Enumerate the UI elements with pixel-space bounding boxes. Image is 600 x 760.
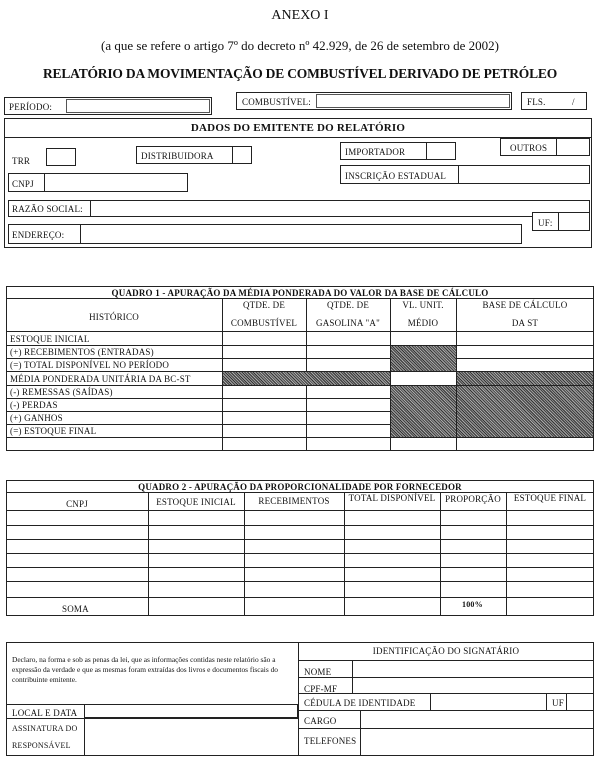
fuel-label: COMBUSTÍVEL: — [242, 97, 311, 107]
endereco-label: ENDEREÇO: — [12, 230, 65, 240]
quadro1-title: QUADRO 1 - APURAÇÃO DA MÉDIA PONDERADA DO VALOR DA BASE DE CÁLCULO — [111, 288, 489, 298]
q2-col-total-disponivel: TOTAL DISPONÍVEL — [348, 493, 436, 503]
nome-field[interactable] — [353, 661, 593, 676]
q1-col-base-calculo: BASE DE CÁLCULO — [482, 300, 568, 310]
quadro2-title: QUADRO 2 - APURAÇÃO DA PROPORCIONALIDADE POR FORNECEDOR — [138, 482, 462, 492]
cargo-field[interactable] — [361, 711, 593, 727]
period-label: PERÍODO: — [9, 102, 53, 112]
fuel-input[interactable] — [316, 94, 510, 108]
q1-col-qtde-combustivel: QTDE. DE — [242, 300, 286, 310]
endereco-field[interactable] — [8, 224, 522, 244]
outros-label: OUTROS — [510, 143, 548, 153]
issuer-section-title: DADOS DO EMITENTE DO RELATÓRIO — [190, 122, 406, 134]
ident-signatario-title: IDENTIFICAÇÃO DO SIGNATÁRIO — [372, 646, 520, 656]
q1-row-recebimentos: (+) RECEBIMENTOS (ENTRADAS) — [10, 347, 154, 357]
q2-col-recebimentos: RECEBIMENTOS — [258, 496, 330, 506]
period-input[interactable] — [66, 99, 210, 113]
page-separator: / — [572, 97, 575, 107]
cedula-label: CÉDULA DE IDENTIDADE — [304, 698, 416, 708]
uf-signatario-label: UF — [552, 698, 564, 708]
assinatura-label: ASSINATURA DO — [12, 724, 78, 733]
local-data-label: LOCAL E DATA — [12, 708, 78, 718]
outros-checkbox[interactable] — [556, 138, 590, 156]
q1-row-total-disponivel: (=) TOTAL DISPONÍVEL NO PERÍODO — [10, 360, 170, 370]
q1-col-vl-unit-2: MÉDIO — [407, 318, 439, 328]
q2-soma-label: SOMA — [62, 604, 89, 614]
q1-col-qtde-combustivel-2: COMBUSTÍVEL — [230, 318, 298, 328]
cpf-label: CPF-MF — [304, 684, 338, 694]
trr-label: TRR — [12, 156, 31, 166]
q1-shaded-vl-remessas — [391, 386, 456, 437]
q1-row-remessas: (-) REMESSAS (SAÍDAS) — [10, 387, 113, 397]
q1-col-base-calculo-2: DA ST — [511, 318, 539, 328]
q2-col-cnpj: CNPJ — [66, 499, 88, 509]
q1-row-estoque-inicial: ESTOQUE INICIAL — [10, 334, 90, 344]
q1-col-vl-unit: VL. UNIT. — [402, 300, 444, 310]
q1-row-media-ponderada: MÉDIA PONDERADA UNITÁRIA DA BC-ST — [10, 374, 191, 384]
uf-label: UF: — [538, 218, 553, 228]
importador-label: IMPORTADOR — [345, 147, 406, 157]
trr-checkbox[interactable] — [46, 148, 76, 166]
q2-col-proporcao: PROPORÇÃO — [445, 494, 501, 504]
telefones-label: TELEFONES — [304, 736, 357, 746]
q1-col-historico: HISTÓRICO — [89, 312, 139, 322]
q1-row-perdas: (-) PERDAS — [10, 400, 58, 410]
page-label: FLS. — [527, 97, 546, 107]
q1-row-estoque-final: (=) ESTOQUE FINAL — [10, 426, 97, 436]
local-data-field[interactable] — [84, 704, 298, 718]
q1-shaded-base-media — [457, 372, 593, 385]
cnpj-label: CNPJ — [12, 179, 34, 189]
distribuidora-checkbox[interactable] — [232, 146, 252, 164]
assinatura-label-2: RESPONSÁVEL — [12, 741, 71, 750]
q1-shaded-base-remessas — [457, 386, 593, 437]
q1-col-qtde-gasolina-2: GASOLINA "A" — [316, 318, 380, 328]
q1-row-ganhos: (+) GANHOS — [10, 413, 63, 423]
declaration-text: Declaro, na forma e sob as penas da lei, que as informações contidas neste relatório são a expressão da verdade e que as mesmas foram extraídas dos livros e documentos fiscais do contribuinte emitente. — [12, 655, 278, 684]
cpf-field[interactable] — [353, 678, 593, 692]
razao-social-field[interactable] — [8, 200, 590, 217]
q2-col-estoque-inicial: ESTOQUE INICIAL — [156, 497, 236, 507]
nome-label: NOME — [304, 667, 332, 677]
q1-shaded-media-row — [223, 372, 390, 385]
q2-proporcao-total: 100% — [462, 600, 483, 609]
importador-checkbox[interactable] — [426, 142, 456, 160]
razao-social-label: RAZÃO SOCIAL: — [12, 204, 83, 214]
annex-title: ANEXO I — [271, 8, 329, 23]
report-title: RELATÓRIO DA MOVIMENTAÇÃO DE COMBUSTÍVEL DERIVADO DE PETRÓLEO — [43, 66, 557, 81]
cnpj-field[interactable] — [8, 173, 188, 192]
signature-field[interactable] — [86, 720, 296, 754]
inscricao-label: INSCRIÇÃO ESTADUAL — [345, 171, 447, 181]
uf-signatario-field[interactable] — [567, 694, 593, 709]
cargo-label: CARGO — [304, 716, 337, 726]
q1-shaded-vl-recebimentos — [391, 346, 456, 371]
decree-reference: (a que se refere o artigo 7º do decreto nº 42.929, de 26 de setembro de 2002) — [101, 38, 499, 53]
telefones-field[interactable] — [361, 729, 593, 755]
q2-col-estoque-final: ESTOQUE FINAL — [513, 493, 587, 503]
distribuidora-label: DISTRIBUIDORA — [141, 151, 214, 161]
cedula-field[interactable] — [431, 694, 546, 709]
q1-col-qtde-gasolina: QTDE. DE — [326, 300, 370, 310]
